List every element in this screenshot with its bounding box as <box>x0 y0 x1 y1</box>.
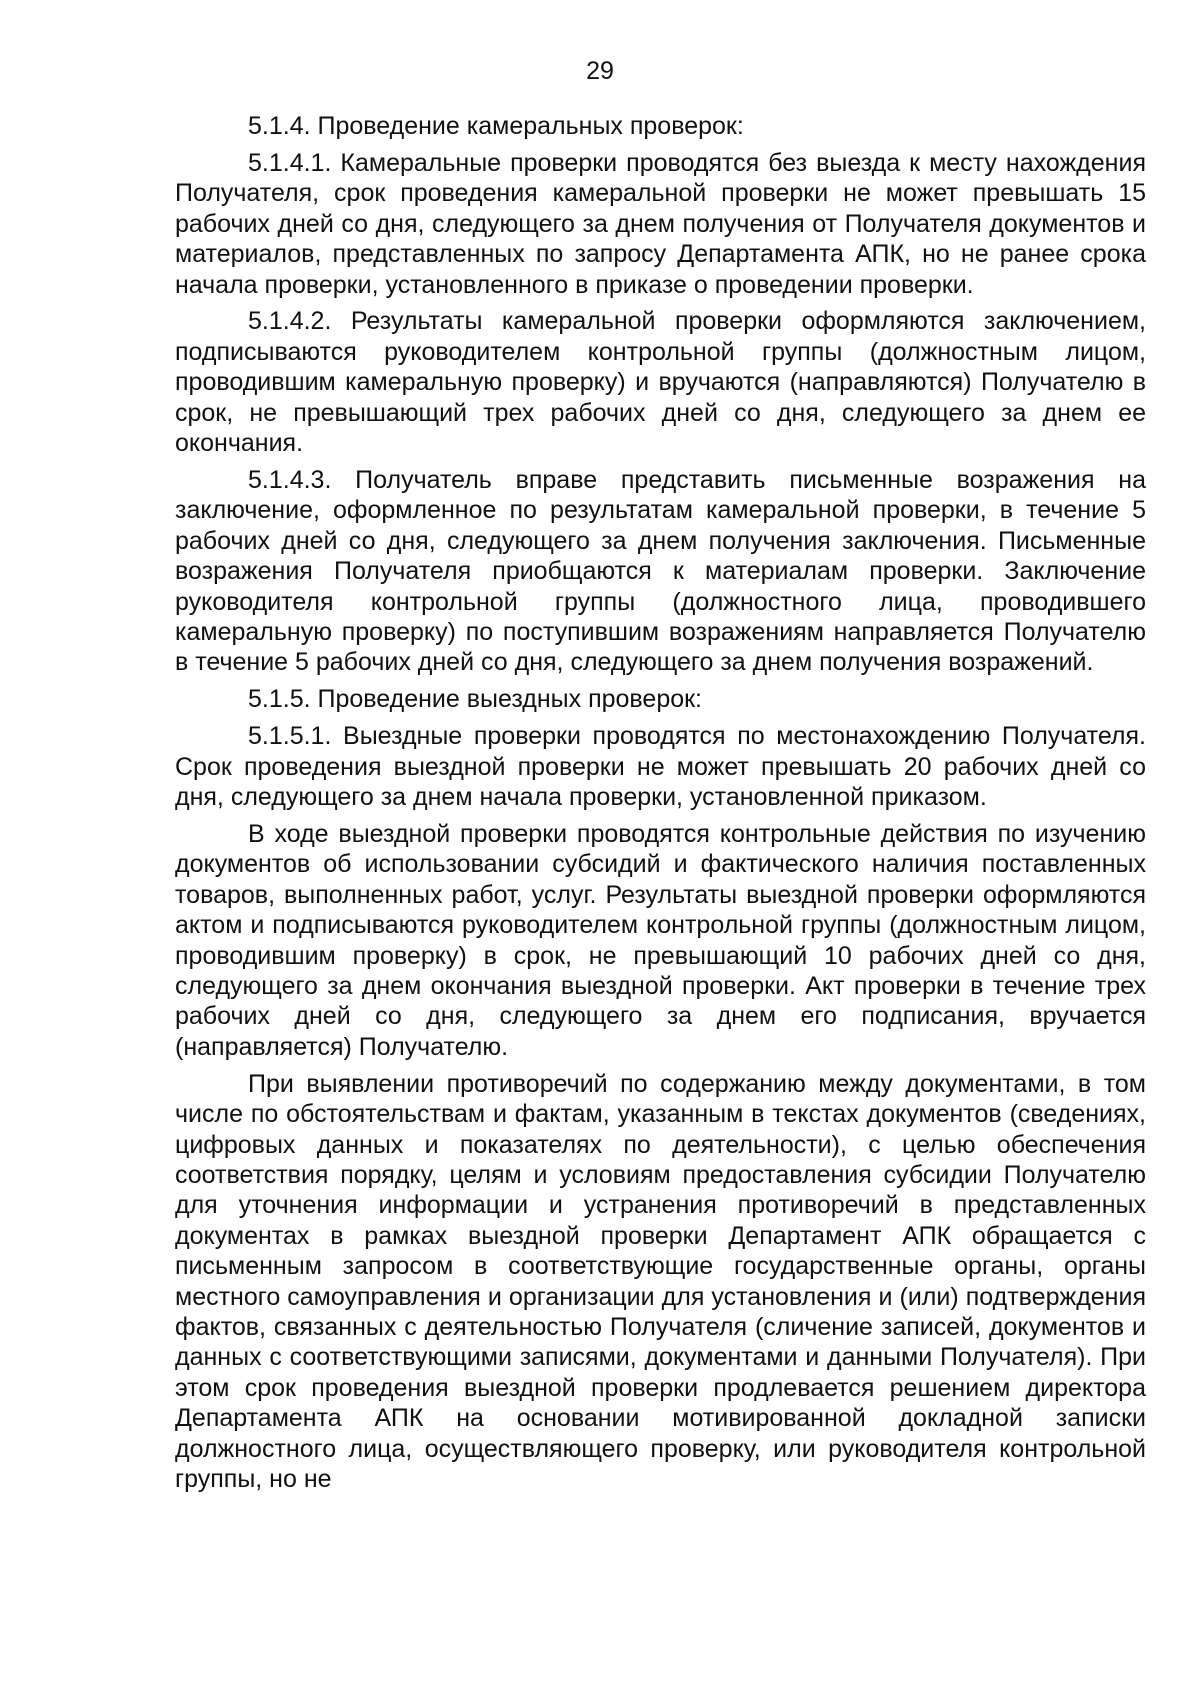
paragraph-contradictions: При выявлении противоречий по содержанию между документами, в том числе по обстоятельствам и фактам, указанным в текстах документов (сведениях, цифровых данных и показателях по деятельности), с целью обеспечения соответствия порядку, целям и условиям предоставления субсидии Получателю для уточнения информации и устранения противоречий в представленных документах в рамках выездной проверки Департамент АПК обращается с письменным запросом в соответствующие государственные органы, органы местного самоуправления и организации для установления и (или) подтверждения фактов, связанных с деятельностью Получателя (сличение записей, документов и данных с соответствующими записями, документами и данными Получателя). При этом срок проведения выездной проверки продлевается решением директора Департамента АПК на основании мотивированной докладной записки должностного лица, осуществляющего проверку, или руководителя контрольной группы, но не <box>175 1069 1146 1493</box>
section-heading-5-1-4: 5.1.4. Проведение камеральных проверок: <box>248 112 744 140</box>
section-heading-5-1-5: 5.1.5. Проведение выездных проверок: <box>248 685 703 714</box>
document-body <box>175 111 1146 1501</box>
page-number: 29 <box>586 57 614 85</box>
paragraph-5-1-4-3: 5.1.4.3. Получатель вправе представить письменные возражения на заключение, оформленное по результатам камеральной проверки, в течение 5 рабочих дней со дня, следующего за днем получения заключения. Письменные возражения Получателя приобщаются к материалам проверки. Заключение руководителя контрольной группы (должностного лица, проводившего камеральную проверку) по поступившим возражениям направляется Получателю в течение 5 рабочих дней со дня, следующего за днем получения возражений. <box>175 465 1146 677</box>
paragraph-5-1-4-2: 5.1.4.2. Результаты камеральной проверки оформляются заключением, подписываются руководителем контрольной группы (должностным лицом, проводившим камеральную проверку) и вручаются (направляются) Получателю в срок, не превышающий трех рабочих дней со дня, следующего за днем ее окончания. <box>175 307 1146 458</box>
paragraph-5-1-4-1: 5.1.4.1. Камеральные проверки проводятся без выезда к месту нахождения Получателя, срок проведения камеральной проверки не может превышать 15 рабочих дней со дня, следующего за днем получения от Получателя документов и материалов, представленных по запросу Департамента АПК, но не ранее срока начала проверки, установленного в приказе о проведении проверки. <box>175 148 1146 299</box>
paragraph-field-inspection-actions: В ходе выездной проверки проводятся контрольные действия по изучению документов об использовании субсидий и фактического наличия поставленных товаров, выполненных работ, услуг. Результаты выездной проверки оформляются актом и подписываются руководителем контрольной группы (должностным лицом, проводившим проверку) в срок, не превышающий 10 рабочих дней со дня, следующего за днем окончания выездной проверки. Акт проверки в течение трех рабочих дней со дня, следующего за днем его подписания, вручается (направляется) Получателю. <box>175 819 1146 1061</box>
paragraph-5-1-5-1: 5.1.5.1. Выездные проверки проводятся по местонахождению Получателя. Срок проведения выездной проверки не может превышать 20 рабочих дней со дня, следующего за днем начала проверки, установленной приказом. <box>175 722 1146 812</box>
